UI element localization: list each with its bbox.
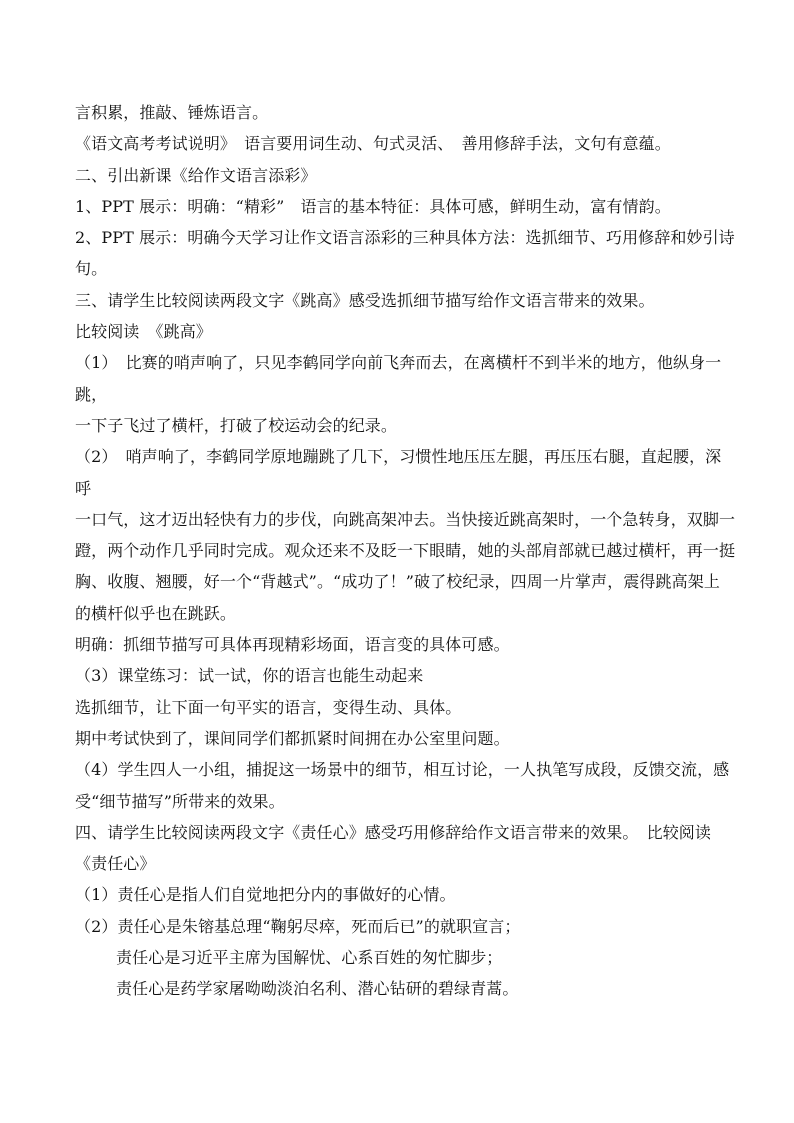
text-line: （4）学生四人一小组，捕捉这一场景中的细节，相互讨论，一人执笔写成段，反馈交流，感 (75, 760, 730, 780)
text-line: （2）责任心是朱镕基总理“鞠躬尽瘁，死而后已”的就职宣言； (75, 916, 521, 936)
text-line: 一下子飞过了横杆，打破了校运动会的纪录。 (75, 415, 398, 435)
text-line: 《责任心》 (75, 854, 156, 874)
text-line: 选抓细节，让下面一句平实的语言，变得生动、具体。 (75, 697, 462, 717)
text-line: 的横杆似乎也在跳跃。 (75, 603, 237, 623)
document-body (75, 97, 736, 1005)
text-line: 责任心是习近平主席为国解忧、心系百姓的匆忙脚步； (116, 948, 503, 968)
text-line: （2） 哨声响了，李鹤同学原地蹦跳了几下，习惯性地压压左腿，再压压右腿，直起腰，深 (75, 447, 722, 467)
text-line: 一口气，这才迈出轻快有力的步伐，向跳高架冲去。当快接近跳高架时，一个急转身，双脚一 (75, 509, 736, 529)
section-heading: 四、请学生比较阅读两段文字《责任心》感受巧用修辞给作文语言带来的效果。 比较阅读 (75, 822, 712, 842)
text-line: 期中考试快到了，课间同学们都抓紧时间拥在办公室里问题。 (75, 728, 510, 748)
text-line: 明确：抓细节描写可具体再现精彩场面，语言变的具体可感。 (75, 635, 510, 655)
text-line: 责任心是药学家屠呦呦淡泊名利、潜心钻研的碧绿青蒿。 (116, 979, 519, 999)
text-line: 言积累，推敲、锤炼语言。 (75, 103, 269, 122)
section-heading: 二、引出新课《给作文语言添彩》 (75, 165, 317, 185)
text-line: 胸、收腹、翘腰，好一个“背越式”。“成功了！”破了校纪录，四周一片掌声，震得跳高架上 (75, 572, 720, 592)
text-line: 句。 (75, 259, 108, 279)
text-line: 跳， (75, 384, 108, 404)
text-line: 2、PPT 展示：明确今天学习让作文语言添彩的三种具体方法：选抓细节、巧用修辞和妙引诗 (75, 228, 735, 248)
section-heading: 三、请学生比较阅读两段文字《跳高》感受选抓细节描写给作文语言带来的效果。 (75, 290, 655, 310)
text-line: 《语文高考考试说明》 语言要用词生动、句式灵活、 善用修辞手法，文句有意蕴。 (75, 134, 671, 154)
text-line: （3）课堂练习：试一试，你的语言也能生动起来 (75, 666, 424, 686)
text-line: 1、PPT 展示：明确：“精彩” 语言的基本特征：具体可感，鲜明生动，富有情韵。 (75, 196, 671, 216)
text-line: 呼 (75, 478, 92, 498)
text-line: 蹬，两个动作几乎同时完成。观众还来不及眨一下眼睛，她的头部肩部就已越过横杆，再一挺 (75, 541, 736, 561)
text-line: 比较阅读 《跳高》 (75, 322, 212, 342)
text-line: （1）责任心是指人们自觉地把分内的事做好的心情。 (75, 885, 456, 905)
text-line: （1） 比赛的哨声响了，只见李鹤同学向前飞奔而去，在离横杆不到半米的地方，他纵身一 (75, 353, 722, 373)
text-line: 受“细节描写”所带来的效果。 (75, 791, 285, 811)
